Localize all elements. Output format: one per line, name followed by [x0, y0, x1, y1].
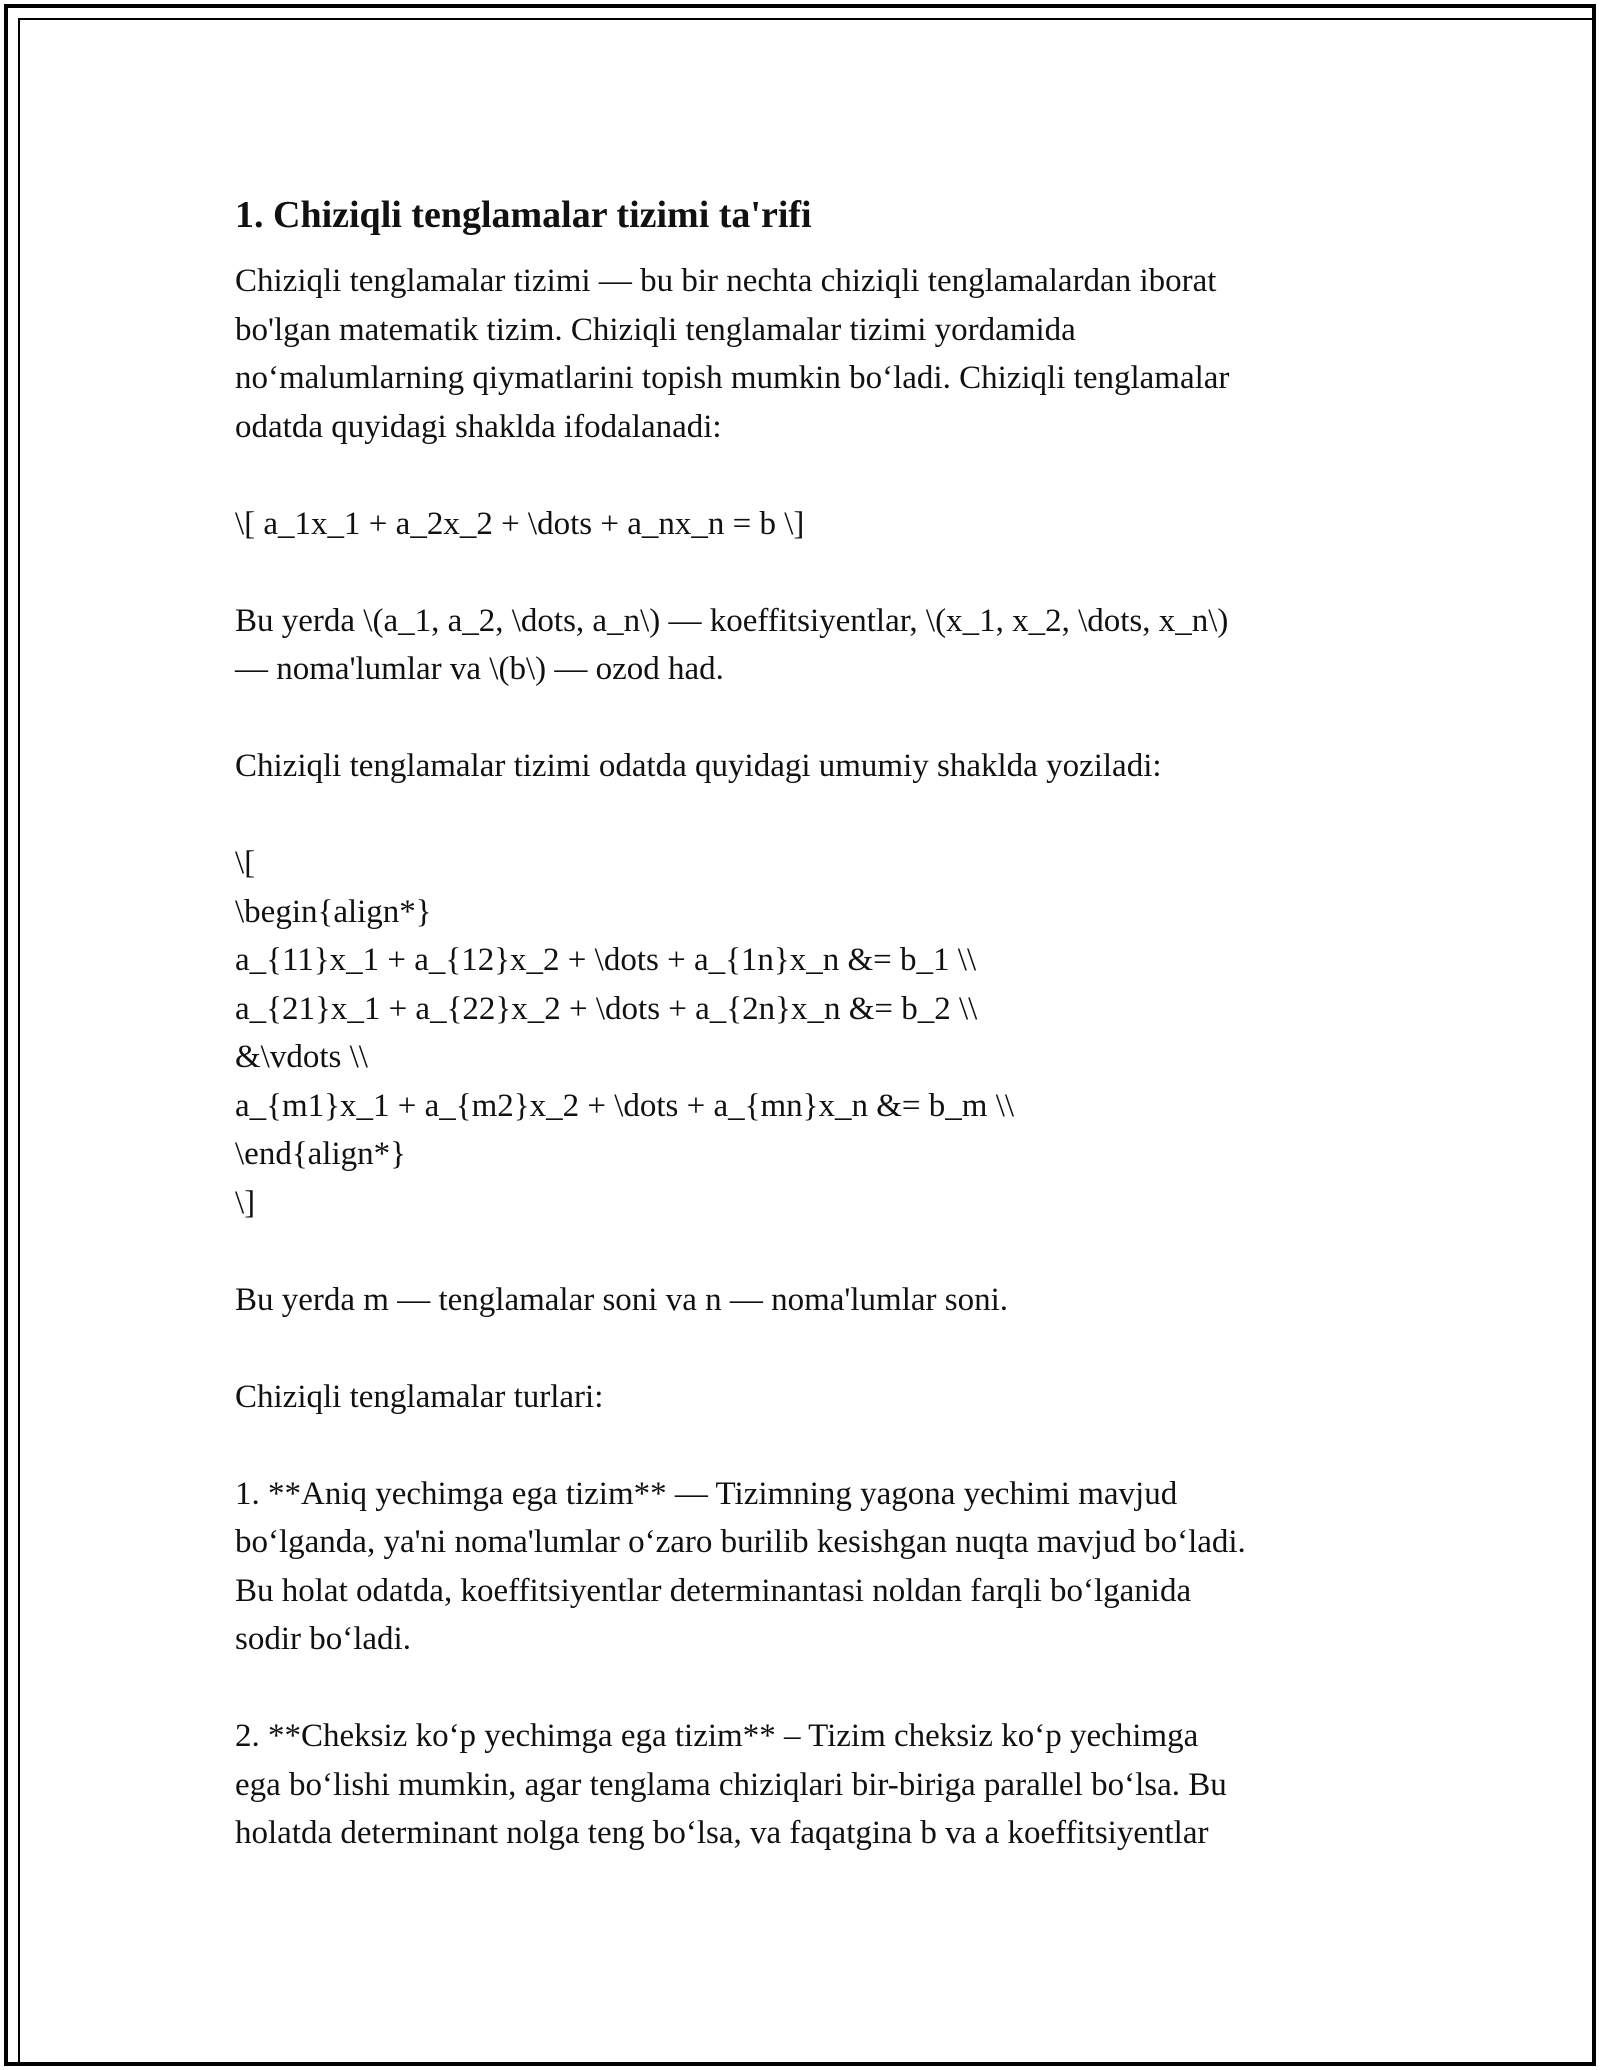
equation-line: a_{11}x_1 + a_{12}x_2 + \dots + a_{1n}x_n &= b_1 \\	[235, 942, 977, 978]
types-intro: Chiziqli tenglamalar turlari:	[235, 1378, 604, 1415]
equation-line: a_{m1}x_1 + a_{m2}x_2 + \dots + a_{mn}x_n &= b_m \\	[235, 1087, 1015, 1124]
intro-paragraph: Chiziqli tenglamalar tizimi — bu bir nechta chiziqli tenglamalardan iborat bo'lgan matematik tizim. Chiziqli tenglamalar tizimi yordamida no‘malumlarning qiymatlarini topish mumkin bo‘ladi. Chiziqli tenglamalar odatda quyidagi shaklda ifodalanadi:	[235, 263, 1230, 445]
where-mn-paragraph: Bu yerda m — tenglamalar soni va n — noma'lumlar soni.	[235, 1281, 1009, 1318]
equation-line: \]	[235, 1184, 256, 1221]
single-equation: \[ a_1x_1 + a_2x_2 + \dots + a_nx_n = b \]	[235, 505, 805, 542]
equation-line: \end{align*}	[235, 1136, 406, 1172]
type-1-paragraph: 1. **Aniq yechimga ega tizim** — Tizimning yagona yechimi mavjud bo‘lganda, ya'ni noma'lumlar o‘zaro burilib kesishgan nuqta mavjud bo‘ladi. Bu holat odatda, koeffitsiyentlar determinantasi noldan farqli bo‘lganida sodir bo‘ladi.	[235, 1475, 1246, 1657]
section-heading: 1. Chiziqli tenglamalar tizimi ta'rifi	[235, 194, 812, 236]
general-form-intro: Chiziqli tenglamalar tizimi odatda quyidagi umumiy shaklda yoziladi:	[235, 748, 1162, 784]
type-2-paragraph: 2. **Cheksiz ko‘p yechimga ega tizim** – Tizim cheksiz ko‘p yechimga ega bo‘lishi mumkin, agar tenglama chiziqlari bir-biriga parallel bo‘lsa. Bu holatda determinant nolga teng bo‘lsa, va faqatgina b va a koeffitsiyentlar	[235, 1718, 1227, 1851]
document-body	[235, 187, 1375, 1906]
equation-line: &\vdots \\	[235, 1039, 368, 1075]
equation-line: \[	[235, 845, 256, 881]
equation-system-block	[235, 839, 1375, 1227]
equation-line: a_{21}x_1 + a_{22}x_2 + \dots + a_{2n}x_n &= b_2 \\	[235, 990, 978, 1027]
equation-line: \begin{align*}	[235, 893, 432, 930]
explanation-paragraph: Bu yerda \(a_1, a_2, \dots, a_n\) — koeffitsiyentlar, \(x_1, x_2, \dots, x_n\) — noma'lumlar va \(b\) — ozod had.	[235, 602, 1229, 687]
